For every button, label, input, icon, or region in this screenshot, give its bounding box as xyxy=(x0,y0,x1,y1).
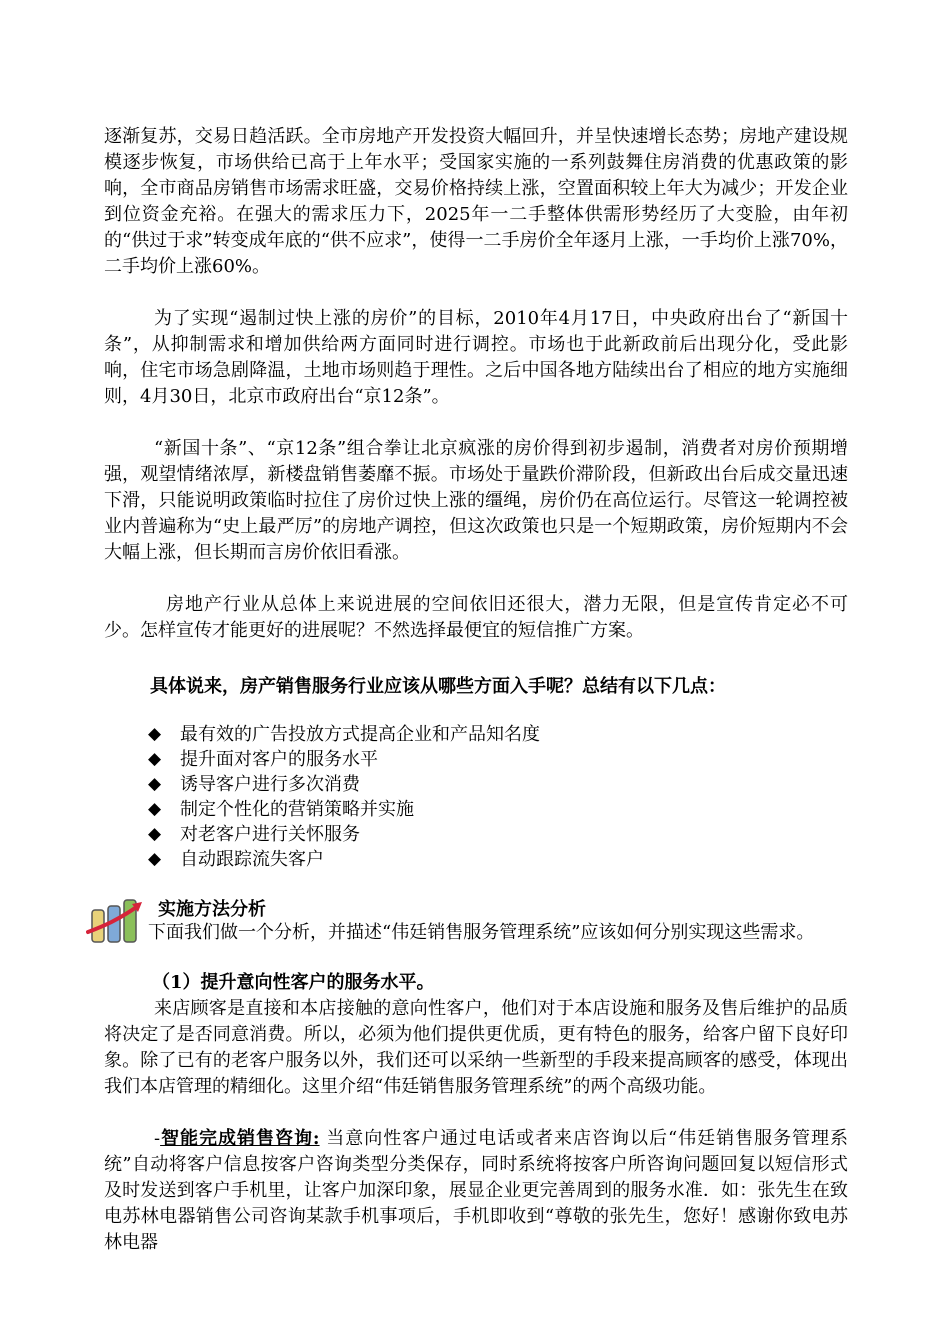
diamond-bullet-icon: ◆ xyxy=(148,824,162,844)
list-item xyxy=(148,722,540,747)
list-item-text: 制定个性化的营销策略并实施 xyxy=(180,799,414,820)
points-heading: 具体说来，房产销售服务行业应该从哪些方面入手呢？总结有以下几点： xyxy=(150,676,726,697)
list-item-text: 自动跟踪流失客户 xyxy=(180,849,324,870)
diamond-bullet-icon: ◆ xyxy=(148,774,162,794)
list-item-text: 最有效的广告投放方式提高企业和产品知名度 xyxy=(180,724,540,745)
diamond-bullet-icon: ◆ xyxy=(148,749,162,769)
feature-text: 当意向性客户通过电话或者来店咨询以后“伟廷销售服务管理系统”自动将客户信息按客户咨询类型分类保存，同时系统将按客户所咨询问题回复以短信形式及时发送到客户手机里，让客户加深印象，展显企业更完善周到的服务水准．如：张先生在致电苏林电器销售公司咨询某款手机事项后，手机即收到“尊敬的张先生，您好！感谢你致电苏林电器 xyxy=(104,1128,848,1253)
list-item-text: 提升面对客户的服务水平 xyxy=(180,749,378,770)
paragraph-policy-effect: “新国十条”、“京12条”组合拳让北京疯涨的房价得到初步遏制，消费者对房价预期增强，观望情绪浓厚，新楼盘销售萎靡不振。市场处于量跌价滞阶段，但新政出台后成交量迅速下滑，只能说明政策临时拉住了房价过快上涨的缰绳，房价仍在高位运行。尽管这一轮调控被业内普遍称为“史上最严厉”的房地产调控，但这次政策也只是一个短期政策，房价短期内不会大幅上涨，但长期而言房价依旧看涨。 xyxy=(104,438,848,563)
diamond-bullet-icon: ◆ xyxy=(148,849,162,869)
feature-prefix: - xyxy=(154,1128,161,1149)
section-intro xyxy=(148,920,848,946)
list-item-text: 诱导客户进行多次消费 xyxy=(180,774,360,795)
paragraph-promotion: 房地产行业从总体上来说进展的空间依旧还很大，潜力无限，但是宣传肯定必不可少。怎样宣传才能更好的进展呢？不然选择最便宜的短信推广方案。 xyxy=(104,594,848,641)
paragraph-market-recovery: 逐渐复苏，交易日趋活跃。全市房地产开发投资大幅回升，并呈快速增长态势；房地产建设规模逐步恢复，市场供给已高于上年水平；受国家实施的一系列鼓舞住房消费的优惠政策的影响，全市商品房销售市场需求旺盛，交易价格持续上涨，空置面积较上年大为减少；开发企业到位资金充裕。在强大的需求压力下，2025年一二手整体供需形势经历了大变脸，由年初的“供过于求”转变成年底的“供不应求”，使得一二手房价全年逐月上涨，一手均价上涨70%，二手均价上涨60%。 xyxy=(104,126,848,277)
list-item xyxy=(148,747,540,772)
bar-chart-icon xyxy=(86,898,144,944)
paragraph-new-policy: 为了实现“遏制过快上涨的房价”的目标，2010年4月17日，中央政府出台了“新国十条”，从抑制需求和增加供给两方面同时进行调控。市场也于此新政前后出现分化，受此影响，住宅市场急剧降温，土地市场则趋于理性。之后中国各地方陆续出台了相应的地方实施细则，4月30日，北京市政府出台“京12条”。 xyxy=(104,308,848,407)
list-item-text: 对老客户进行关怀服务 xyxy=(180,824,360,845)
list-item xyxy=(148,772,540,797)
paragraph-in-store-customers: 来店顾客是直接和本店接触的意向性客户，他们对于本店设施和服务及售后维护的品质将决定了是否同意消费。所以，必须为他们提供更优质，更有特色的服务，给客户留下良好印象。除了已有的老客户服务以外，我们还可以采纳一些新型的手段来提高顾客的感受，体现出我们本店管理的精细化。这里介绍“伟廷销售服务管理系统”的两个高级功能。 xyxy=(104,998,848,1097)
diamond-bullet-icon: ◆ xyxy=(148,799,162,819)
points-list xyxy=(148,722,540,872)
section-title: 实施方法分析 xyxy=(158,899,266,920)
feature-label: 智能完成销售咨询: xyxy=(160,1128,320,1149)
list-item xyxy=(148,797,540,822)
section-intro-text: 下面我们做一个分析，并描述“伟廷销售服务管理系统”应该如何分别实现这些需求。 xyxy=(148,922,815,943)
list-item xyxy=(148,847,540,872)
paragraph-smart-consulting xyxy=(104,1126,848,1256)
diamond-bullet-icon: ◆ xyxy=(148,724,162,744)
list-item xyxy=(148,822,540,847)
subheading-service-level: （1）提升意向性客户的服务水平。 xyxy=(152,972,435,993)
